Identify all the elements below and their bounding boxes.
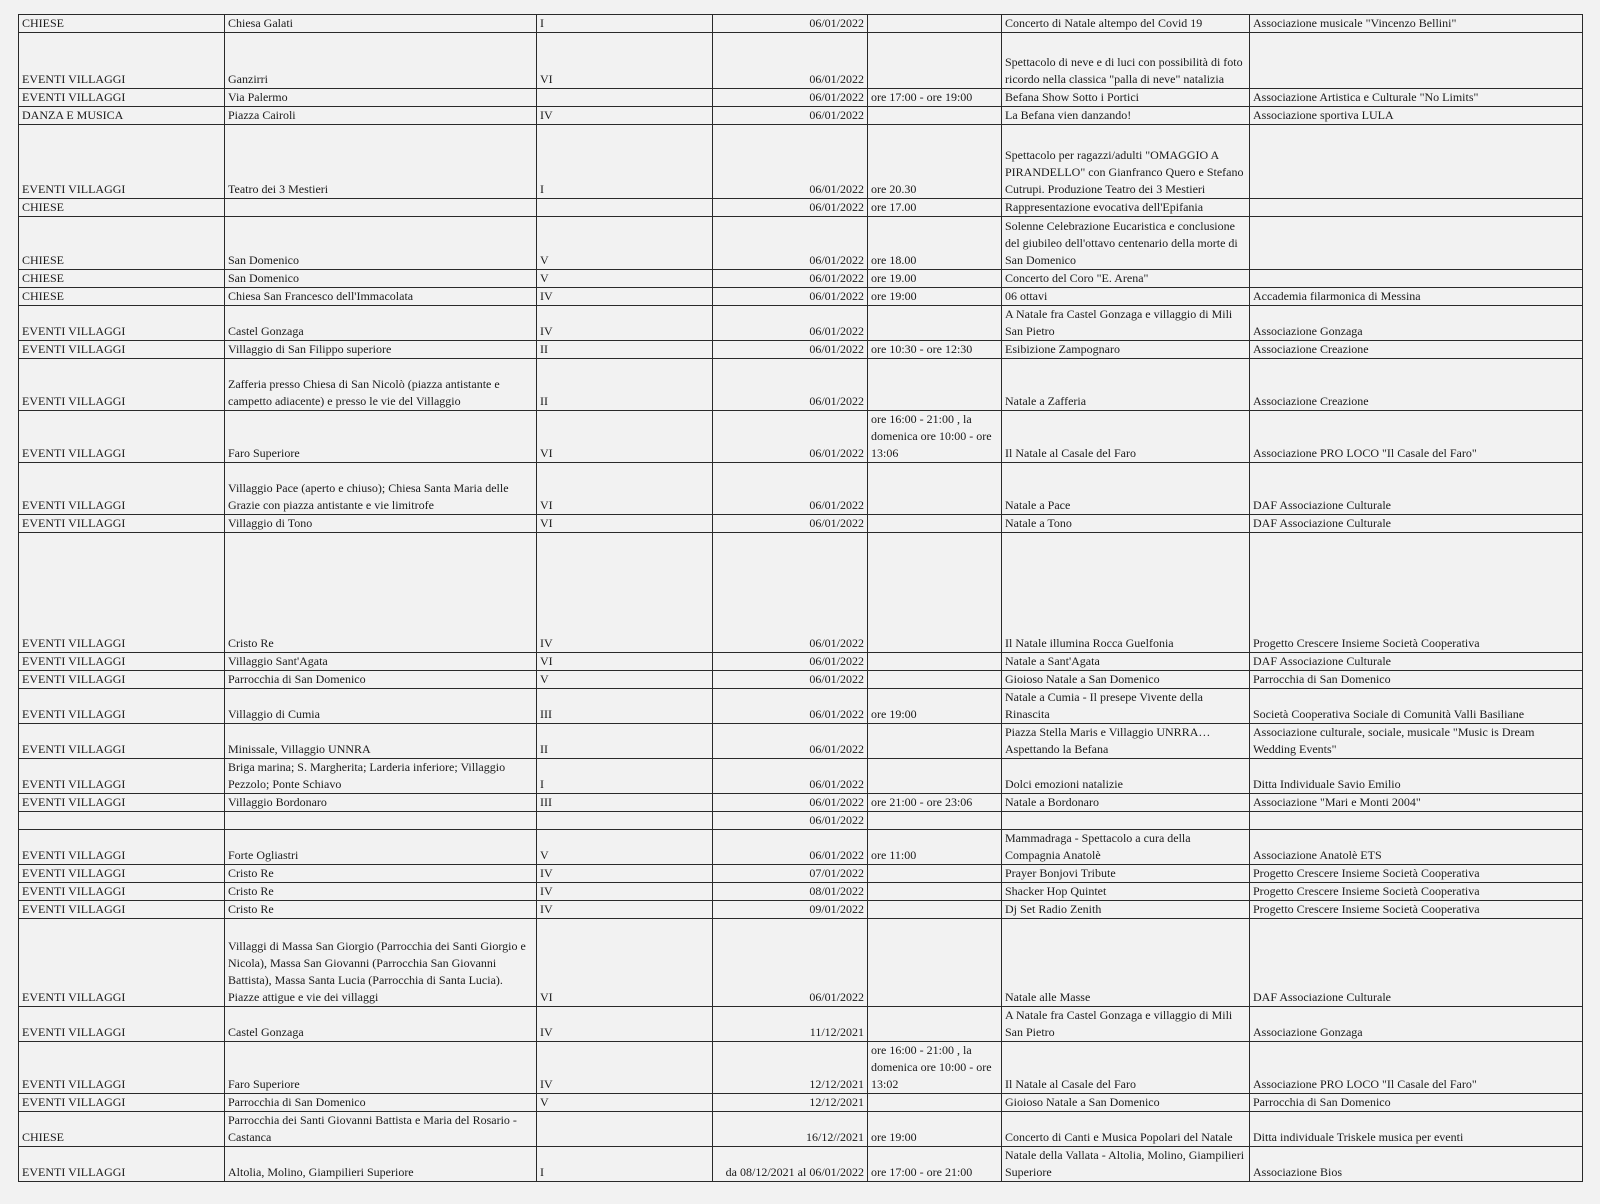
organizer-cell: Associazione PRO LOCO "Il Casale del Faro" [1250,1042,1583,1094]
location-cell: Faro Superiore [225,1042,537,1094]
organizer-cell: Associazione Gonzaga [1250,306,1583,341]
table-row [19,341,1583,359]
event-title-cell: A Natale fra Castel Gonzaga e villaggio di Mili San Pietro [1002,1007,1250,1042]
category-cell: EVENTI VILLAGGI [19,463,225,515]
location-cell: Parrocchia di San Domenico [225,671,537,689]
event-title-cell: Natale a Pace [1002,463,1250,515]
date-cell: 06/01/2022 [713,341,868,359]
municipality-cell: VI [537,515,713,533]
table-row [19,1042,1583,1094]
event-title-cell: Il Natale al Casale del Faro [1002,411,1250,463]
time-cell [868,463,1002,515]
time-cell: ore 19:00 [868,288,1002,306]
date-cell: da 08/12/2021 al 06/01/2022 [713,1147,868,1182]
municipality-cell: II [537,359,713,411]
organizer-cell: DAF Associazione Culturale [1250,463,1583,515]
time-cell [868,306,1002,341]
date-cell: 12/12/2021 [713,1094,868,1112]
municipality-cell: V [537,1094,713,1112]
time-cell [868,919,1002,1007]
location-cell: Parrocchia dei Santi Giovanni Battista e Maria del Rosario - Castanca [225,1112,537,1147]
event-title-cell: Natale a Cumia - Il presepe Vivente della Rinascita [1002,689,1250,724]
time-cell [868,1094,1002,1112]
table-row [19,653,1583,671]
location-cell: Chiesa Galati [225,15,537,33]
organizer-cell: Parrocchia di San Domenico [1250,671,1583,689]
location-cell: Zafferia presso Chiesa di San Nicolò (piazza antistante e campetto adiacente) e presso le vie del Villaggio [225,359,537,411]
table-row [19,865,1583,883]
event-title-cell: Concerto di Canti e Musica Popolari del Natale [1002,1112,1250,1147]
organizer-cell: Associazione Gonzaga [1250,1007,1583,1042]
table-row [19,689,1583,724]
municipality-cell: IV [537,107,713,125]
date-cell: 06/01/2022 [713,812,868,830]
table-row [19,33,1583,89]
event-title-cell: Befana Show Sotto i Portici [1002,89,1250,107]
location-cell: San Domenico [225,217,537,270]
category-cell: CHIESE [19,217,225,270]
municipality-cell: IV [537,288,713,306]
location-cell: Cristo Re [225,901,537,919]
time-cell: ore 17.00 [868,199,1002,217]
location-cell: Villaggio di Cumia [225,689,537,724]
category-cell: EVENTI VILLAGGI [19,671,225,689]
event-title-cell: Concerto di Natale altempo del Covid 19 [1002,15,1250,33]
table-row [19,533,1583,653]
date-cell: 06/01/2022 [713,759,868,794]
event-title-cell: Natale a Zafferia [1002,359,1250,411]
date-cell: 06/01/2022 [713,533,868,653]
table-row [19,288,1583,306]
event-title-cell: Mammadraga - Spettacolo a cura della Compagnia Anatolè [1002,830,1250,865]
category-cell: EVENTI VILLAGGI [19,89,225,107]
event-title-cell: Natale a Bordonaro [1002,794,1250,812]
table-row [19,1112,1583,1147]
organizer-cell: Associazione Artistica e Culturale "No Limits" [1250,89,1583,107]
municipality-cell [537,89,713,107]
time-cell: ore 19:00 [868,689,1002,724]
municipality-cell: IV [537,1042,713,1094]
date-cell: 06/01/2022 [713,919,868,1007]
event-schedule-sheet [18,14,1582,1182]
location-cell: Chiesa San Francesco dell'Immacolata [225,288,537,306]
organizer-cell [1250,33,1583,89]
date-cell: 07/01/2022 [713,865,868,883]
events-table [18,14,1583,1182]
category-cell: EVENTI VILLAGGI [19,1094,225,1112]
location-cell: Villaggio di Tono [225,515,537,533]
organizer-cell: Associazione Anatolè ETS [1250,830,1583,865]
date-cell: 06/01/2022 [713,671,868,689]
time-cell [868,724,1002,759]
event-title-cell: Concerto del Coro "E. Arena" [1002,270,1250,288]
event-title-cell: Il Natale illumina Rocca Guelfonia [1002,533,1250,653]
location-cell: Villaggio di San Filippo superiore [225,341,537,359]
table-row [19,463,1583,515]
time-cell [868,107,1002,125]
event-title-cell: A Natale fra Castel Gonzaga e villaggio di Mili San Pietro [1002,306,1250,341]
municipality-cell: IV [537,883,713,901]
time-cell [868,865,1002,883]
organizer-cell: Progetto Crescere Insieme Società Cooperativa [1250,865,1583,883]
municipality-cell: III [537,689,713,724]
event-title-cell [1002,812,1250,830]
date-cell: 06/01/2022 [713,515,868,533]
time-cell: ore 20.30 [868,125,1002,199]
date-cell: 06/01/2022 [713,288,868,306]
category-cell: EVENTI VILLAGGI [19,901,225,919]
event-title-cell: Piazza Stella Maris e Villaggio UNRRA…Aspettando la Befana [1002,724,1250,759]
time-cell [868,15,1002,33]
municipality-cell: V [537,830,713,865]
table-row [19,411,1583,463]
organizer-cell: Ditta individuale Triskele musica per eventi [1250,1112,1583,1147]
organizer-cell: Ditta Individuale Savio Emilio [1250,759,1583,794]
date-cell: 06/01/2022 [713,794,868,812]
category-cell: CHIESE [19,270,225,288]
date-cell: 06/01/2022 [713,107,868,125]
date-cell: 12/12/2021 [713,1042,868,1094]
location-cell: Faro Superiore [225,411,537,463]
organizer-cell: Progetto Crescere Insieme Società Cooperativa [1250,901,1583,919]
time-cell: ore 16:00 - 21:00 , la domenica ore 10:00 - ore 13:02 [868,1042,1002,1094]
municipality-cell: V [537,270,713,288]
event-title-cell: Natale a Tono [1002,515,1250,533]
table-row [19,883,1583,901]
organizer-cell: Accademia filarmonica di Messina [1250,288,1583,306]
table-row [19,359,1583,411]
category-cell: EVENTI VILLAGGI [19,1042,225,1094]
table-row [19,515,1583,533]
table-row [19,15,1583,33]
municipality-cell: I [537,759,713,794]
municipality-cell: VI [537,653,713,671]
location-cell: Briga marina; S. Margherita; Larderia inferiore; Villaggio Pezzolo; Ponte Schiavo [225,759,537,794]
category-cell: CHIESE [19,199,225,217]
location-cell: Minissale, Villaggio UNNRA [225,724,537,759]
table-row [19,199,1583,217]
category-cell: EVENTI VILLAGGI [19,515,225,533]
time-cell [868,533,1002,653]
organizer-cell: Società Cooperativa Sociale di Comunità Valli Basiliane [1250,689,1583,724]
location-cell: Teatro dei 3 Mestieri [225,125,537,199]
event-title-cell: Gioioso Natale a San Domenico [1002,671,1250,689]
location-cell: Cristo Re [225,533,537,653]
time-cell: ore 17:00 - ore 21:00 [868,1147,1002,1182]
organizer-cell: Associazione Creazione [1250,341,1583,359]
municipality-cell: II [537,341,713,359]
organizer-cell: Associazione Creazione [1250,359,1583,411]
event-title-cell: Natale a Sant'Agata [1002,653,1250,671]
table-row [19,125,1583,199]
table-row [19,724,1583,759]
location-cell: Villaggio Pace (aperto e chiuso); Chiesa Santa Maria delle Grazie con piazza antistante e vie limitrofe [225,463,537,515]
date-cell: 06/01/2022 [713,199,868,217]
date-cell: 06/01/2022 [713,306,868,341]
location-cell: San Domenico [225,270,537,288]
municipality-cell: V [537,671,713,689]
table-row [19,794,1583,812]
date-cell: 06/01/2022 [713,15,868,33]
location-cell: Castel Gonzaga [225,306,537,341]
table-row [19,901,1583,919]
organizer-cell [1250,812,1583,830]
organizer-cell [1250,217,1583,270]
location-cell: Villaggi di Massa San Giorgio (Parrocchia dei Santi Giorgio e Nicola), Massa San Giovanni (Parrocchia San Giovanni Battista), Massa Santa Lucia (Parrocchia di Santa Lucia). Piazze attigue e vie dei villaggi [225,919,537,1007]
time-cell [868,359,1002,411]
municipality-cell: IV [537,533,713,653]
municipality-cell: V [537,217,713,270]
organizer-cell: Associazione Bios [1250,1147,1583,1182]
category-cell: EVENTI VILLAGGI [19,533,225,653]
municipality-cell [537,199,713,217]
category-cell [19,812,225,830]
event-title-cell: La Befana vien danzando! [1002,107,1250,125]
table-row [19,89,1583,107]
time-cell [868,33,1002,89]
location-cell: Castel Gonzaga [225,1007,537,1042]
municipality-cell: I [537,125,713,199]
organizer-cell: DAF Associazione Culturale [1250,653,1583,671]
organizer-cell: DAF Associazione Culturale [1250,515,1583,533]
organizer-cell: Associazione PRO LOCO "Il Casale del Faro" [1250,411,1583,463]
organizer-cell: Associazione "Mari e Monti 2004" [1250,794,1583,812]
category-cell: EVENTI VILLAGGI [19,865,225,883]
municipality-cell [537,812,713,830]
municipality-cell: VI [537,411,713,463]
municipality-cell: VI [537,33,713,89]
category-cell: EVENTI VILLAGGI [19,306,225,341]
event-title-cell: Dolci emozioni natalizie [1002,759,1250,794]
municipality-cell: III [537,794,713,812]
date-cell: 06/01/2022 [713,270,868,288]
table-row [19,671,1583,689]
time-cell [868,883,1002,901]
date-cell: 06/01/2022 [713,830,868,865]
event-title-cell: Gioioso Natale a San Domenico [1002,1094,1250,1112]
time-cell: ore 21:00 - ore 23:06 [868,794,1002,812]
date-cell: 09/01/2022 [713,901,868,919]
location-cell: Altolia, Molino, Giampilieri Superiore [225,1147,537,1182]
time-cell: ore 19.00 [868,270,1002,288]
date-cell: 06/01/2022 [713,653,868,671]
date-cell: 06/01/2022 [713,125,868,199]
category-cell: EVENTI VILLAGGI [19,759,225,794]
organizer-cell: Progetto Crescere Insieme Società Cooperativa [1250,883,1583,901]
organizer-cell: Associazione sportiva LULA [1250,107,1583,125]
category-cell: EVENTI VILLAGGI [19,794,225,812]
category-cell: EVENTI VILLAGGI [19,919,225,1007]
category-cell: EVENTI VILLAGGI [19,125,225,199]
municipality-cell: IV [537,901,713,919]
table-row [19,1094,1583,1112]
event-title-cell: 06 ottavi [1002,288,1250,306]
event-title-cell: Solenne Celebrazione Eucaristica e conclusione del giubileo dell'ottavo centenario della morte di San Domenico [1002,217,1250,270]
municipality-cell: IV [537,306,713,341]
municipality-cell: II [537,724,713,759]
table-row [19,306,1583,341]
table-row [19,812,1583,830]
location-cell: Villaggio Sant'Agata [225,653,537,671]
date-cell: 06/01/2022 [713,359,868,411]
organizer-cell: Progetto Crescere Insieme Società Cooperativa [1250,533,1583,653]
category-cell: CHIESE [19,15,225,33]
date-cell: 06/01/2022 [713,33,868,89]
municipality-cell [537,1112,713,1147]
event-title-cell: Il Natale al Casale del Faro [1002,1042,1250,1094]
time-cell: ore 18.00 [868,217,1002,270]
date-cell: 08/01/2022 [713,883,868,901]
organizer-cell [1250,270,1583,288]
table-row [19,759,1583,794]
time-cell: ore 10:30 - ore 12:30 [868,341,1002,359]
table-row [19,830,1583,865]
category-cell: CHIESE [19,1112,225,1147]
table-row [19,919,1583,1007]
time-cell [868,1007,1002,1042]
organizer-cell [1250,125,1583,199]
time-cell [868,671,1002,689]
category-cell: EVENTI VILLAGGI [19,883,225,901]
location-cell: Parrocchia di San Domenico [225,1094,537,1112]
date-cell: 06/01/2022 [713,463,868,515]
time-cell [868,901,1002,919]
organizer-cell: Parrocchia di San Domenico [1250,1094,1583,1112]
municipality-cell: VI [537,919,713,1007]
category-cell: DANZA E MUSICA [19,107,225,125]
category-cell: EVENTI VILLAGGI [19,724,225,759]
date-cell: 06/01/2022 [713,724,868,759]
location-cell [225,812,537,830]
time-cell [868,812,1002,830]
organizer-cell: DAF Associazione Culturale [1250,919,1583,1007]
location-cell: Piazza Cairoli [225,107,537,125]
event-title-cell: Spettacolo di neve e di luci con possibilità di foto ricordo nella classica "palla di neve" natalizia [1002,33,1250,89]
time-cell: ore 11:00 [868,830,1002,865]
municipality-cell: IV [537,865,713,883]
date-cell: 16/12//2021 [713,1112,868,1147]
organizer-cell: Associazione musicale "Vincenzo Bellini" [1250,15,1583,33]
category-cell: EVENTI VILLAGGI [19,1147,225,1182]
category-cell: EVENTI VILLAGGI [19,411,225,463]
event-title-cell: Rappresentazione evocativa dell'Epifania [1002,199,1250,217]
category-cell: EVENTI VILLAGGI [19,341,225,359]
category-cell: EVENTI VILLAGGI [19,689,225,724]
time-cell: ore 16:00 - 21:00 , la domenica ore 10:00 - ore 13:06 [868,411,1002,463]
municipality-cell: I [537,15,713,33]
location-cell: Cristo Re [225,883,537,901]
municipality-cell: VI [537,463,713,515]
category-cell: EVENTI VILLAGGI [19,359,225,411]
event-title-cell: Spettacolo per ragazzi/adulti "OMAGGIO A PIRANDELLO" con Gianfranco Quero e Stefano Cutrupi. Produzione Teatro dei 3 Mestieri [1002,125,1250,199]
location-cell: Forte Ogliastri [225,830,537,865]
date-cell: 11/12/2021 [713,1007,868,1042]
time-cell [868,759,1002,794]
table-row [19,1007,1583,1042]
date-cell: 06/01/2022 [713,411,868,463]
location-cell: Cristo Re [225,865,537,883]
organizer-cell [1250,199,1583,217]
location-cell: Ganzirri [225,33,537,89]
date-cell: 06/01/2022 [713,89,868,107]
time-cell [868,653,1002,671]
location-cell: Villaggio Bordonaro [225,794,537,812]
category-cell: EVENTI VILLAGGI [19,1007,225,1042]
event-title-cell: Shacker Hop Quintet [1002,883,1250,901]
organizer-cell: Associazione culturale, sociale, musicale "Music is Dream Wedding Events" [1250,724,1583,759]
location-cell: Via Palermo [225,89,537,107]
time-cell: ore 17:00 - ore 19:00 [868,89,1002,107]
time-cell: ore 19:00 [868,1112,1002,1147]
category-cell: EVENTI VILLAGGI [19,830,225,865]
category-cell: EVENTI VILLAGGI [19,33,225,89]
table-row [19,270,1583,288]
date-cell: 06/01/2022 [713,217,868,270]
event-title-cell: Prayer Bonjovi Tribute [1002,865,1250,883]
table-row [19,217,1583,270]
time-cell [868,515,1002,533]
category-cell: CHIESE [19,288,225,306]
event-title-cell: Natale della Vallata - Altolia, Molino, Giampilieri Superiore [1002,1147,1250,1182]
municipality-cell: IV [537,1007,713,1042]
table-row [19,1147,1583,1182]
date-cell: 06/01/2022 [713,689,868,724]
events-table-body [19,15,1583,1182]
event-title-cell: Natale alle Masse [1002,919,1250,1007]
location-cell [225,199,537,217]
event-title-cell: Esibizione Zampognaro [1002,341,1250,359]
event-title-cell: Dj Set Radio Zenith [1002,901,1250,919]
municipality-cell: I [537,1147,713,1182]
category-cell: EVENTI VILLAGGI [19,653,225,671]
table-row [19,107,1583,125]
